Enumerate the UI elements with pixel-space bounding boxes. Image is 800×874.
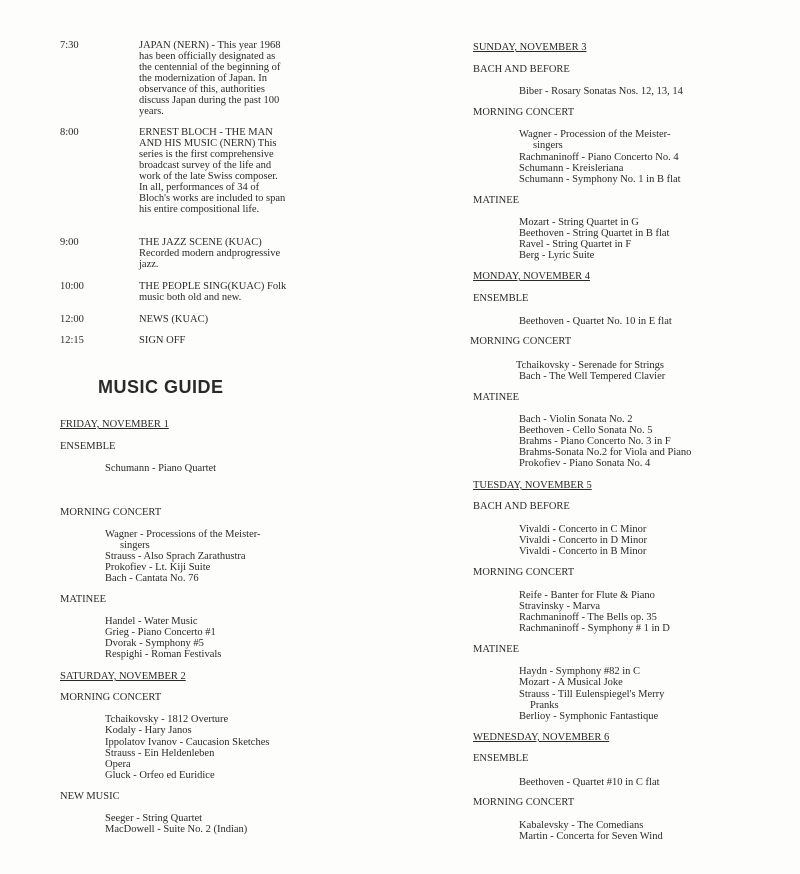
program-item: Kodaly - Hary Janos bbox=[105, 725, 192, 736]
program-item: Opera bbox=[105, 759, 131, 770]
section-heading: MORNING CONCERT bbox=[60, 507, 162, 518]
section-heading: MATINEE bbox=[60, 594, 107, 605]
program-item: Schumann - Piano Quartet bbox=[105, 463, 217, 474]
program-item: Tchaikovsky - 1812 Overture bbox=[105, 714, 229, 725]
program-item: Mozart - String Quartet in G bbox=[519, 217, 639, 228]
section-heading: MORNING CONCERT bbox=[470, 336, 572, 347]
program-item: Stravinsky - Marva bbox=[519, 601, 601, 612]
schedule-time: 8:00 bbox=[60, 127, 79, 138]
section-heading: ENSEMBLE bbox=[473, 293, 529, 304]
schedule-time: 10:00 bbox=[60, 281, 84, 292]
program-item: Beethoven - Quartet #10 in C flat bbox=[519, 777, 660, 788]
schedule-description: JAPAN (NERN) - This year 1968 has been officially designated as the centennial of the beginning of the modernization of Japan. In observance of this, authorities discuss Japan during the past 100 years. bbox=[139, 40, 281, 117]
program-item: Reife - Banter for Flute & Piano bbox=[519, 590, 655, 601]
program-item: Kabalevsky - The Comedians bbox=[519, 820, 644, 831]
schedule-description: NEWS (KUAC) bbox=[139, 314, 209, 325]
program-item: Schumann - Symphony No. 1 in B flat bbox=[519, 174, 681, 185]
date-heading: TUESDAY, NOVEMBER 5 bbox=[473, 480, 592, 491]
program-item: Beethoven - String Quartet in B flat bbox=[519, 228, 670, 239]
schedule-description: THE JAZZ SCENE (KUAC) Recorded modern andprogressive jazz. bbox=[139, 237, 281, 270]
program-item: Rachmaninoff - Symphony # 1 in D bbox=[519, 623, 670, 634]
section-heading: MORNING CONCERT bbox=[473, 567, 575, 578]
program-item: Dvorak - Symphony #5 bbox=[105, 638, 204, 649]
program-item: Bach - Violin Sonata No. 2 bbox=[519, 414, 633, 425]
schedule-time: 7:30 bbox=[60, 40, 79, 51]
program-item: Rachmaninoff - The Bells op. 35 bbox=[519, 612, 657, 623]
schedule-time: 9:00 bbox=[60, 237, 79, 248]
program-item: Vivaldi - Concerto in C Minor bbox=[519, 524, 647, 535]
date-heading: FRIDAY, NOVEMBER 1 bbox=[60, 419, 169, 430]
section-heading: ENSEMBLE bbox=[60, 441, 116, 452]
program-item: Brahms - Piano Concerto No. 3 in F bbox=[519, 436, 671, 447]
section-heading: MATINEE bbox=[473, 392, 520, 403]
program-item: Martin - Concerta for Seven Wind bbox=[519, 831, 663, 842]
program-item: Berlioy - Symphonic Fantastique bbox=[519, 711, 659, 722]
program-item: Wagner - Procession of the Meister- bbox=[519, 129, 671, 140]
program-item: Pranks bbox=[530, 700, 559, 711]
schedule-description: SIGN OFF bbox=[139, 335, 186, 346]
program-item: Mozart - A Musical Joke bbox=[519, 677, 623, 688]
section-heading: ENSEMBLE bbox=[473, 753, 529, 764]
schedule-description: THE PEOPLE SING(KUAC) Folk music both old and new. bbox=[139, 281, 287, 303]
music-guide-title: MUSIC GUIDE bbox=[98, 377, 224, 397]
program-item: Rachmaninoff - Piano Concerto No. 4 bbox=[519, 152, 679, 163]
program-item: Vivaldi - Concerto in D Minor bbox=[519, 535, 647, 546]
program-item: Prokofiev - Lt. Kiji Suite bbox=[105, 562, 211, 573]
section-heading: MATINEE bbox=[473, 644, 520, 655]
program-item: Ippolatov Ivanov - Caucasion Sketches bbox=[105, 737, 270, 748]
program-item: Bach - Cantata No. 76 bbox=[105, 573, 199, 584]
program-item: Biber - Rosary Sonatas Nos. 12, 13, 14 bbox=[519, 86, 683, 97]
section-heading: BACH AND BEFORE bbox=[473, 64, 570, 75]
program-item: Handel - Water Music bbox=[105, 616, 198, 627]
program-item: Haydn - Symphony #82 in C bbox=[519, 666, 641, 677]
section-heading: MORNING CONCERT bbox=[473, 107, 575, 118]
program-item: Beethoven - Quartet No. 10 in E flat bbox=[519, 316, 672, 327]
program-item: Wagner - Processions of the Meister- bbox=[105, 529, 261, 540]
schedule-description: ERNEST BLOCH - THE MAN AND HIS MUSIC (NERN) This series is the first comprehensive broadcast survey of the life and work of the late Swiss composer. In all, performances of 34 of Bloch's works are included to span his entire compositional life. bbox=[139, 127, 286, 215]
section-heading: MATINEE bbox=[473, 195, 520, 206]
program-item: Beethoven - Cello Sonata No. 5 bbox=[519, 425, 653, 436]
date-heading: SUNDAY, NOVEMBER 3 bbox=[473, 42, 587, 53]
date-heading: WEDNESDAY, NOVEMBER 6 bbox=[473, 732, 610, 743]
program-item: Bach - The Well Tempered Clavier bbox=[519, 371, 666, 382]
program-item: Strauss - Till Eulenspiegel's Merry bbox=[519, 689, 665, 700]
program-item: Schumann - Kreisleriana bbox=[519, 163, 624, 174]
program-item: Brahms-Sonata No.2 for Viola and Piano bbox=[519, 447, 692, 458]
program-item: Seeger - String Quartet bbox=[105, 813, 203, 824]
section-heading: MORNING CONCERT bbox=[473, 797, 575, 808]
program-item: Grieg - Piano Concerto #1 bbox=[105, 627, 216, 638]
program-item: Berg - Lyric Suite bbox=[519, 250, 595, 261]
program-item: Strauss - Also Sprach Zarathustra bbox=[105, 551, 246, 562]
program-item: Strauss - Ein Heldenleben bbox=[105, 748, 215, 759]
section-heading: BACH AND BEFORE bbox=[473, 501, 570, 512]
program-item: Gluck - Orfeo ed Euridice bbox=[105, 770, 215, 781]
program-item: singers bbox=[120, 540, 150, 551]
schedule-time: 12:00 bbox=[60, 314, 84, 325]
section-heading: MORNING CONCERT bbox=[60, 692, 162, 703]
program-item: Ravel - String Quartet in F bbox=[519, 239, 632, 250]
section-heading: NEW MUSIC bbox=[60, 791, 120, 802]
schedule-time: 12:15 bbox=[60, 335, 84, 346]
program-item: Tchaikovsky - Serenade for Strings bbox=[516, 360, 664, 371]
program-item: Prokofiev - Piano Sonata No. 4 bbox=[519, 458, 651, 469]
program-item: Vivaldi - Concerto in B Minor bbox=[519, 546, 647, 557]
program-item: singers bbox=[533, 140, 563, 151]
program-item: MacDowell - Suite No. 2 (Indian) bbox=[105, 824, 248, 835]
program-item: Respighi - Roman Festivals bbox=[105, 649, 222, 660]
date-heading: MONDAY, NOVEMBER 4 bbox=[473, 271, 590, 282]
date-heading: SATURDAY, NOVEMBER 2 bbox=[60, 671, 186, 682]
